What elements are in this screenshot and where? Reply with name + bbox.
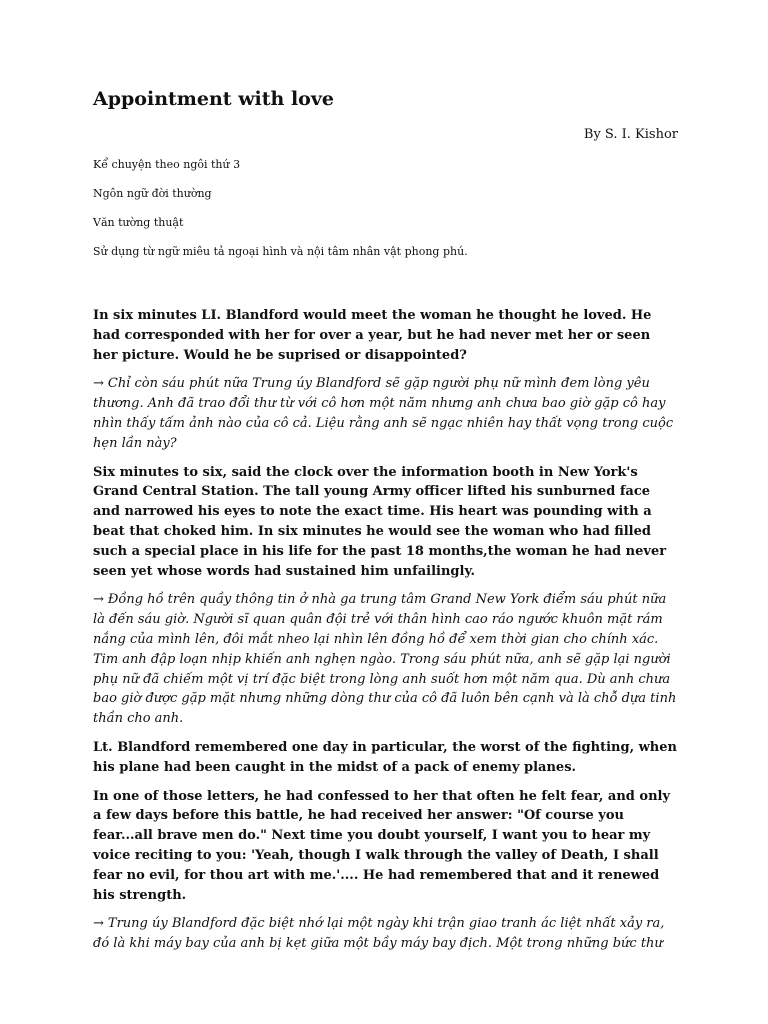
style-note: Sử dụng từ ngữ miêu tả ngoại hình và nội tâm nhân vật phong phú.: [93, 245, 468, 258]
paragraph-text: Đồng hồ trên quầy thông tin ở nhà ga trung tâm Grand New York điểm sáu phút nữa là đến sáu giờ. Người sĩ quan quân đội trẻ với thân hình cao ráo ngước khuôn mặt rám nắng của mình lên, đôi mắt nheo lại nhìn lên đồng hồ để xem thời gian cho chính xác. Tim anh đập loạn nhịp khiến anh nghẹn ngào. Trong sáu phút nữa, anh sẽ gặp lại người phụ nữ đã chiếm một vị trí đặc biệt trong lòng anh suốt hơn một năm qua. Dù anh chưa bao giờ được gặp mặt nhưng những dòng thư của cô đã luôn bên cạnh và là chỗ dựa tinh thần cho anh.: [93, 592, 677, 727]
document-title: Appointment with love: [93, 88, 334, 110]
vietnamese-paragraph: [93, 914, 678, 954]
english-paragraph: Six minutes to six, said the clock over the information booth in New York's Grand Central Station. The tall young Army officer lifted his sunburned face and narrowed his eyes to note the exact time. His heart was pounding with a beat that choked him. In six minutes he would see the woman who had filled such a special place in his life for the past 18 months,the woman he had never seen yet whose words had sustained him unfailingly.: [93, 464, 667, 579]
style-note: Văn tường thuật: [93, 216, 184, 229]
arrow-icon: →: [93, 376, 104, 392]
paragraph-text: Trung úy Blandford đặc biệt nhớ lại một ngày khi trận giao tranh ác liệt nhất xảy ra, đó là khi máy bay của anh bị kẹt giữa một bầy máy bay địch. Một trong những bức thư: [93, 916, 665, 952]
vietnamese-paragraph: [93, 374, 678, 453]
arrow-icon: →: [93, 592, 104, 608]
style-note: Kể chuyện theo ngôi thứ 3: [93, 158, 241, 171]
style-notes: [93, 158, 678, 259]
story-body: [93, 306, 678, 954]
english-paragraph: Lt. Blandford remembered one day in particular, the worst of the fighting, when his plane had been caught in the midst of a pack of enemy planes.: [93, 739, 677, 775]
style-note: Ngôn ngữ đời thường: [93, 187, 212, 200]
paragraph-text: Chỉ còn sáu phút nữa Trung úy Blandford sẽ gặp người phụ nữ mình đem lòng yêu thương. Anh đã trao đổi thư từ với cô hơn một năm nhưng anh chưa bao giờ gặp cô hay nhìn thấy tấm ảnh nào của cô cả. Liệu rằng anh sẽ ngạc nhiên hay thất vọng trong cuộc hẹn lần này?: [93, 376, 674, 451]
author-byline: By S. I. Kishor: [583, 127, 678, 142]
vietnamese-paragraph: [93, 590, 678, 729]
english-paragraph: In one of those letters, he had confessed to her that often he felt fear, and only a few days before this battle, he had received her answer: "Of course you fear...all brave men do." Next time you doubt yourself, I want you to hear my voice reciting to you: 'Yeah, though I walk through the valley of Death, I shall fear no evil, for thou art with me.'.... He had remembered that and it renewed his strength.: [93, 788, 671, 903]
english-paragraph: In six minutes LI. Blandford would meet the woman he thought he loved. He had corresponded with her for over a year, but he had never met her or seen her picture. Would he be suprised or disappointed?: [93, 308, 652, 363]
document-page: [93, 84, 678, 963]
arrow-icon: →: [93, 916, 104, 932]
